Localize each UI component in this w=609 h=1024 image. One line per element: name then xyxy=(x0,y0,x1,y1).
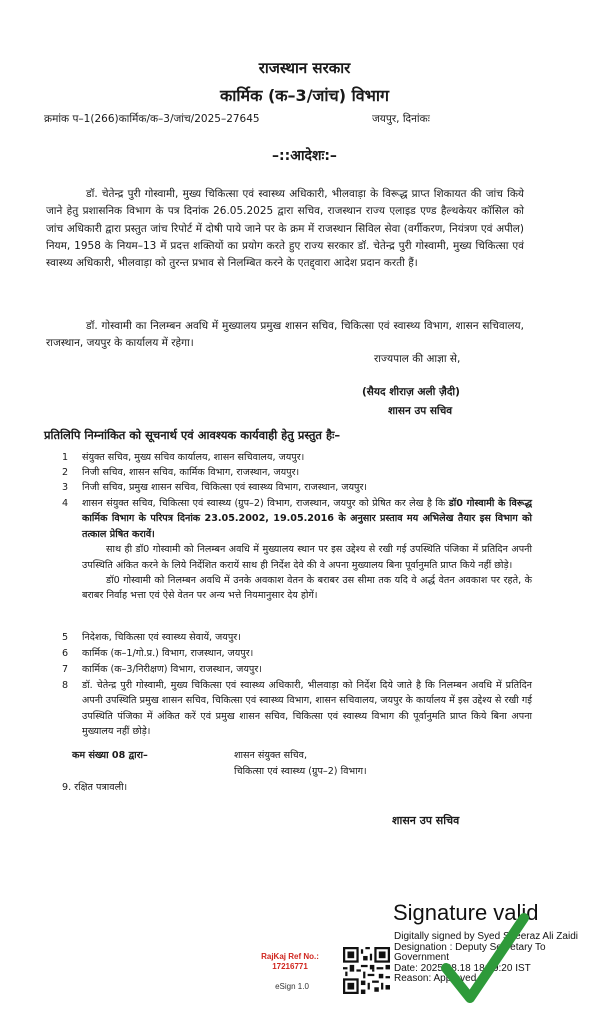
order-paragraph-1: डॉ. चेतेन्द्र पुरी गोस्वामी, मुख्य चिकित्सा एवं स्वास्थ्य अधिकारी, भीलवाड़ा के विरूद्ध प्राप्त शिकायत की जांच किये जाने हेतु प्रशासनिक विभाग के पत्र दिनांक 26.05.2025 द्वारा सचिव, राजस्थान राज्य एलाइड एण्ड हैल्थकेयर कॉसिल को जांच अधिकारी द्वारा प्रस्तुत जांच रिपोर्ट में दोषी पाये जाने पर के क्रम में राजस्थान सिविल सेवा (वर्गीकरण, नियंत्रण एवं अपील) नियम, 1958 के नियम–13 में प्रदत्त शक्तियों का प्रयोग करते हुए राज्य सरकार डॉ. चेतेन्द्र पुरी गोस्वामी, मुख्य चिकित्सा एवं स्वास्थ्य अधिकारी, भीलवाड़ा को तुरन्त प्रभाव से निलम्बित करने के एतद्द्वारा आदेश प्रदान करती हैं। xyxy=(46,188,524,270)
rajkaj-ref-number: 17216771 xyxy=(272,962,308,971)
signatory-name: (सैयद शीराज़ अली ज़ैदी) xyxy=(362,386,460,398)
signature-date: Date: 2025.08.18 18:09:20 IST xyxy=(394,962,531,974)
signatory-designation-bottom: शासन उप सचिव xyxy=(392,814,460,827)
qr-code-icon xyxy=(343,947,390,994)
check-icon xyxy=(440,910,530,1010)
list-item-9: 9. रक्षित पत्रावली। xyxy=(62,782,128,793)
header-government: राजस्थान सरकार xyxy=(258,59,351,77)
esign-version: eSign 1.0 xyxy=(275,982,309,991)
signatory-designation: शासन उप सचिव xyxy=(388,405,453,417)
list-item-number: 7 xyxy=(62,664,69,675)
list-item-number: 5 xyxy=(62,632,69,643)
list-item-text-c: साथ ही डॉ0 गोस्वामी को निलम्बन अवधि में मुख्यालय स्थान पर इस उद्देश्य से रखी गई उपस्थिति पंजिका में प्रतिदिन अपनी उपस्थिति अंकित करने के लिये निर्देशित करायें साथ ही निर्देश देवे की वे अपना मुख्यालय बिना पूर्वानुमति प्राप्त किये नहीं छोड़े। xyxy=(82,544,532,571)
list-item-text: निजी सचिव, शासन सचिव, कार्मिक विभाग, राजस्थान, जयपुर। xyxy=(82,467,300,478)
copy-heading: प्रतिलिपि निम्नांकित को सूचनार्थ एवं आवश्यक कार्यवाही हेतु प्रस्तुत हैः– xyxy=(44,428,341,442)
order-title: –::आदेशः:– xyxy=(272,148,337,164)
list-item-text-bold: डॉ0 गोस्वामी के विरूद्ध कार्मिक विभाग के परिपत्र दिनांक 23.05.2002, 19.05.2016 के अनुसार प्रस्ताव मय अभिलेख तैयार इस विभाग को तत्काल प्रेषित करावें। xyxy=(82,498,532,540)
serial-note-line-2: चिकित्सा एवं स्वास्थ्य (ग्रुप–2) विभाग। xyxy=(234,766,367,777)
serial-note-line-1: शासन संयुक्त सचिव, xyxy=(234,750,308,761)
list-item-number: 8 xyxy=(62,680,69,691)
list-item-number: 2 xyxy=(62,467,69,478)
serial-note-label: कम संख्या 08 द्वारा– xyxy=(72,750,148,761)
list-item-text: निजी सचिव, प्रमुख शासन सचिव, चिकित्सा एवं स्वास्थ्य विभाग, राजस्थान, जयपुर। xyxy=(82,482,368,493)
list-item-text: निदेशक, चिकित्सा एवं स्वास्थ्य सेवायें, जयपुर। xyxy=(82,632,241,643)
place-date: जयपुर, दिनांकः xyxy=(372,113,430,125)
signature-designation: Designation : Deputy Secretary To Government xyxy=(394,941,546,964)
list-item-number: 3 xyxy=(62,482,69,493)
list-item-number: 4 xyxy=(62,498,69,509)
list-item-number: 1 xyxy=(62,452,69,463)
rajkaj-ref-label: RajKaj Ref No.: xyxy=(261,952,319,961)
reference-number: क्रमांक प–1(266)कार्मिक/क–3/जांच/2025–27645 xyxy=(44,113,260,125)
list-item-text xyxy=(82,496,532,604)
list-item-text: डॉ. चेतेन्द्र पुरी गोस्वामी, मुख्य चिकित्सा एवं स्वास्थ्य अधिकारी, भीलवाड़ा को निर्देश दिये जाते है कि निलम्बन अवधि में प्रतिदिन अपनी उपस्थिति प्रमुख शासन सचिव, चिकित्सा एवं स्वास्थ्य विभाग, शासन सचिवालय, जयपुर के कार्यालय में इस उद्देश्य से रखी गई उपस्थिति पंजिका में अंकित करें एवं प्रमुख शासन सचिव, चिकित्सा एवं स्वास्थ्य विभाग की पूर्वानुमति प्राप्त किये बिना अपना मुख्यालय नहीं छोड़े। xyxy=(82,680,533,738)
governor-order-line: राज्यपाल की आज्ञा से, xyxy=(374,353,461,365)
list-item-text: संयुक्त सचिव, मुख्य सचिव कार्यालय, शासन सचिवालय, जयपुर। xyxy=(82,452,305,463)
signature-reason: Reason: Approved xyxy=(394,973,477,985)
list-item-text: कार्मिक (क–1/गो.प्र.) विभाग, राजस्थान, जयपुर। xyxy=(82,648,254,659)
list-item-number: 6 xyxy=(62,648,69,659)
list-item-text: कार्मिक (क–3/निरीक्षण) विभाग, राजस्थान, जयपुर। xyxy=(82,664,262,675)
signature-signed-by: Digitally signed by Syed Sheeraz Ali Zaidi xyxy=(394,931,578,942)
rajkaj-ref xyxy=(250,952,330,972)
list-item-text-d: डॉ0 गोस्वामी को निलम्बन अवधि में उनके अवकाश वेतन के बराबर उस सीमा तक यदि वे अर्द्ध वेतन अवकाश पर रहते, के बराबर निर्वाह भत्ता एवं ऐसे वेतन पर अन्य भत्ते नियमानुसार देय होगें। xyxy=(82,575,532,602)
signature-valid-label: Signature valid xyxy=(393,900,539,925)
header-department: कार्मिक (क–3/जांच) विभाग xyxy=(219,86,390,105)
order-paragraph-2: डॉ. गोस्वामी का निलम्बन अवधि में मुख्यालय प्रमुख शासन सचिव, चिकित्सा एवं स्वास्थ्य विभाग, शासन सचिवालय, राजस्थान, जयपुर के कार्यालय में रहेगा। xyxy=(46,320,524,350)
list-item-text-a: शासन संयुक्त सचिव, चिकित्सा एवं स्वास्थ्य (ग्रुप–2) विभाग, राजस्थान, जयपुर को प्रेषित कर लेख है कि xyxy=(82,498,446,509)
